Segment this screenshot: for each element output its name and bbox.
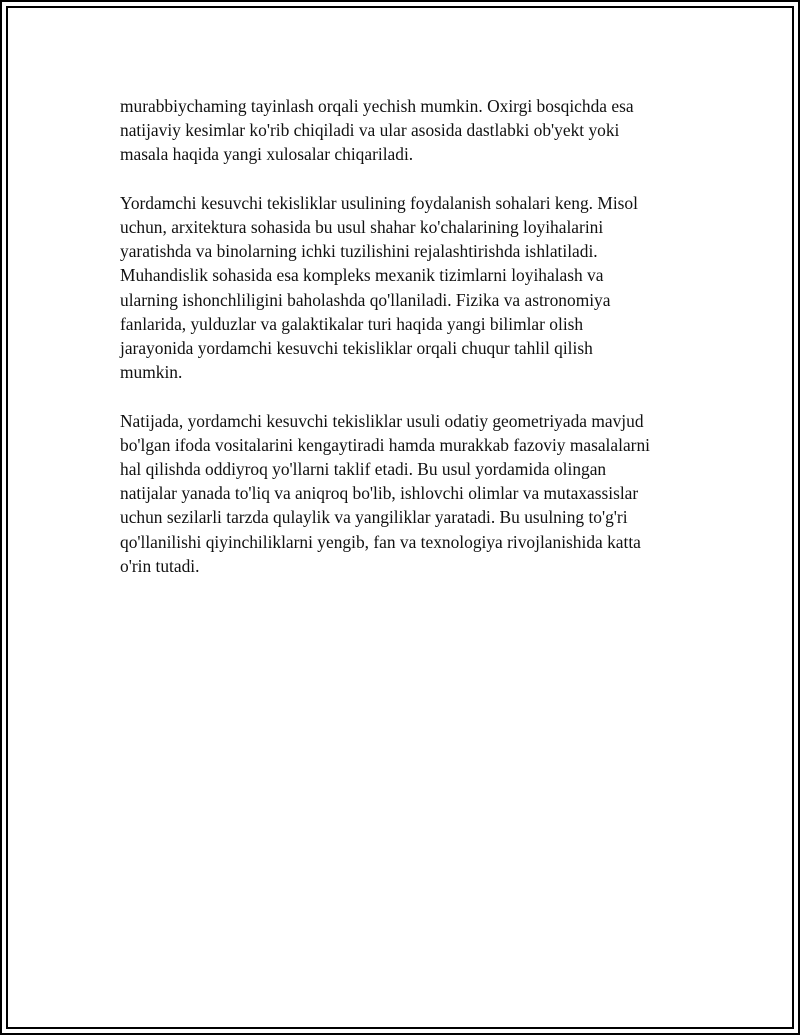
text-line: masala haqida yangi xulosalar chiqariladi. <box>120 144 414 165</box>
paragraph-1 <box>120 94 710 167</box>
text-line: jarayonida yordamchi kesuvchi tekisliklar orqali chuqur tahlil qilish <box>120 338 593 359</box>
document-body <box>120 94 710 602</box>
text-line: mumkin. <box>120 362 183 383</box>
text-line: natijalar yanada to'liq va aniqroq bo'lib, ishlovchi olimlar va mutaxassislar <box>120 483 639 504</box>
text-line: ularning ishonchliligini baholashda qo'llaniladi. Fizika va astronomiya <box>120 289 611 310</box>
text-line: Yordamchi kesuvchi tekisliklar usulining foydalanish sohalari keng. Misol <box>120 192 638 213</box>
text-line: uchun sezilarli tarzda qulaylik va yangiliklar yaratadi. Bu usulning to'g'ri <box>120 507 628 528</box>
text-line: murabbiychaming tayinlash orqali yechish mumkin. Oxirgi bosqichda esa <box>120 96 634 116</box>
text-line: qo'llanilishi qiyinchiliklarni yengib, fan va texnologiya rivojlanishida katta <box>120 531 641 552</box>
text-line: natijaviy kesimlar ko'rib chiqiladi va ular asosida dastlabki ob'yekt yoki <box>120 120 620 141</box>
paragraph-2 <box>120 191 710 385</box>
text-line: bo'lgan ifoda vositalarini kengaytiradi hamda murakkab fazoviy masalalarni <box>120 434 650 455</box>
text-line: fanlarida, yulduzlar va galaktikalar turi haqida yangi bilimlar olish <box>120 313 584 334</box>
text-line: yaratishda va binolarning ichki tuzilishini rejalashtirishda ishlatiladi. <box>120 241 598 262</box>
text-line: Natijada, yordamchi kesuvchi tekisliklar usuli odatiy geometriyada mavjud <box>120 410 644 431</box>
paragraph-3 <box>120 409 710 578</box>
text-line: hal qilishda oddiyroq yo'llarni taklif etadi. Bu usul yordamida olingan <box>120 459 607 480</box>
text-line: o'rin tutadi. <box>120 555 200 576</box>
text-line: Muhandislik sohasida esa kompleks mexanik tizimlarni loyihalash va <box>120 265 604 286</box>
text-line: uchun, arxitektura sohasida bu usul shahar ko'chalarining loyihalarini <box>120 217 604 237</box>
